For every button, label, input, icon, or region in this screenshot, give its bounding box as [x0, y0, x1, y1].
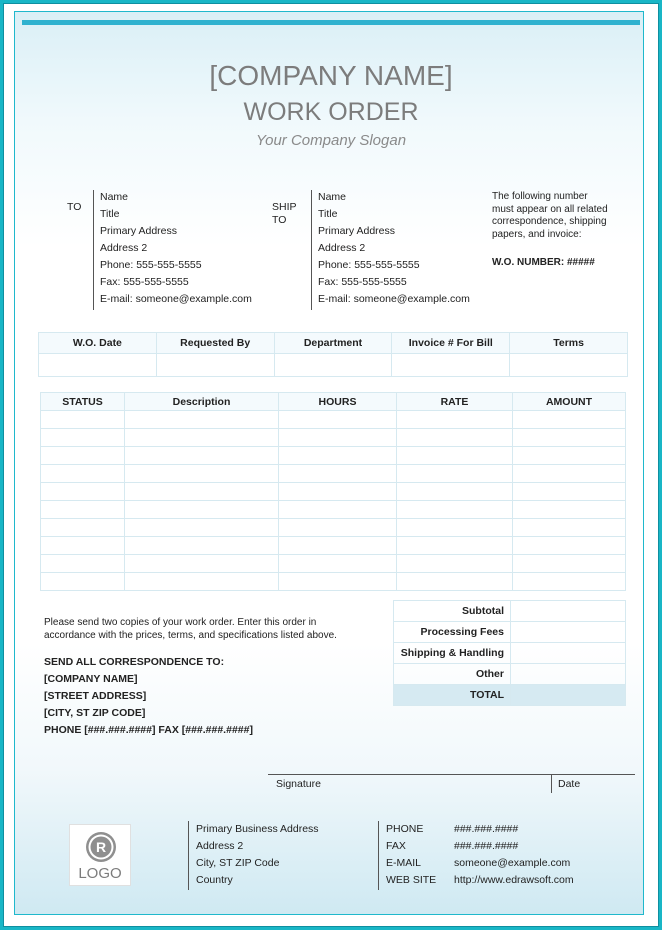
item-cell[interactable]: [41, 465, 125, 483]
subtotal-value[interactable]: [511, 601, 626, 622]
footer-address-2: Address 2: [196, 840, 244, 852]
item-cell[interactable]: [397, 465, 513, 483]
item-cell[interactable]: [279, 447, 397, 465]
signature-label: Signature: [276, 778, 321, 790]
item-cell[interactable]: [41, 537, 125, 555]
line-items-table: [40, 392, 626, 591]
item-cell[interactable]: [125, 573, 279, 591]
item-cell[interactable]: [41, 519, 125, 537]
item-cell[interactable]: [125, 447, 279, 465]
item-cell[interactable]: [397, 483, 513, 501]
accent-bar: [22, 20, 640, 25]
item-cell[interactable]: [513, 447, 626, 465]
item-cell[interactable]: [279, 465, 397, 483]
item-cell[interactable]: [513, 537, 626, 555]
table-row: [41, 519, 626, 537]
total-value[interactable]: [511, 685, 626, 706]
item-cell[interactable]: [279, 537, 397, 555]
notice-line: must appear on all related: [492, 203, 608, 215]
to-address-2: Address 2: [100, 242, 148, 254]
item-cell[interactable]: [125, 483, 279, 501]
to-label: TO: [67, 201, 82, 213]
footer-country: Country: [196, 874, 233, 886]
item-cell[interactable]: [397, 429, 513, 447]
table-row: [41, 411, 626, 429]
instructions-line-1: Please send two copies of your work order. Enter this order in: [44, 617, 317, 628]
item-cell[interactable]: [125, 519, 279, 537]
footer-email-value[interactable]: someone@example.com: [454, 857, 571, 869]
footer-contact-values: [454, 821, 574, 889]
processing-fees-value[interactable]: [511, 622, 626, 643]
item-cell[interactable]: [125, 429, 279, 447]
logo: [69, 824, 131, 886]
ship-phone: Phone: 555-555-5555: [318, 259, 420, 271]
to-address: [100, 189, 252, 308]
item-cell[interactable]: [513, 465, 626, 483]
item-cell[interactable]: [279, 573, 397, 591]
footer-phone-label: PHONE: [386, 823, 424, 835]
order-info-table: [38, 332, 628, 377]
item-cell[interactable]: [125, 537, 279, 555]
notice-line: correspondence, shipping: [492, 216, 607, 227]
header-invoice-number: Invoice # For Bill: [392, 333, 510, 354]
header-requested-by: Requested By: [156, 333, 274, 354]
footer-email-label: E-MAIL: [386, 857, 422, 869]
requested-by-cell[interactable]: [156, 354, 274, 377]
item-cell[interactable]: [41, 573, 125, 591]
totals-table: [393, 600, 626, 706]
item-cell[interactable]: [279, 483, 397, 501]
ship-address-2: Address 2: [318, 242, 366, 254]
processing-fees-label: Processing Fees: [394, 622, 511, 643]
logo-text: LOGO: [78, 865, 122, 882]
table-row: [41, 483, 626, 501]
correspondence-block: [44, 654, 253, 739]
wo-number: W.O. NUMBER: #####: [492, 257, 595, 268]
table-row: [41, 447, 626, 465]
header-amount: AMOUNT: [513, 393, 626, 411]
header-hours: HOURS: [279, 393, 397, 411]
ship-email: E-mail: someone@example.com: [318, 293, 470, 305]
document-title: WORK ORDER: [243, 98, 419, 126]
ship-address: [318, 189, 470, 308]
item-cell[interactable]: [397, 519, 513, 537]
svg-text:R: R: [95, 839, 107, 855]
footer-address: [196, 821, 319, 889]
item-cell[interactable]: [397, 411, 513, 429]
to-phone: Phone: 555-555-5555: [100, 259, 202, 271]
shipping-handling-label: Shipping & Handling: [394, 643, 511, 664]
correspondence-heading: SEND ALL CORRESPONDENCE TO:: [44, 656, 225, 668]
to-divider: [93, 190, 94, 310]
ship-fax: Fax: 555-555-5555: [318, 276, 407, 288]
wo-date-cell[interactable]: [39, 354, 157, 377]
item-cell[interactable]: [513, 573, 626, 591]
item-cell[interactable]: [397, 447, 513, 465]
footer-divider-1: [188, 821, 189, 890]
to-primary-address: Primary Address: [100, 225, 178, 237]
item-cell[interactable]: [513, 411, 626, 429]
footer-primary-address: Primary Business Address: [196, 823, 319, 835]
table-row: [41, 429, 626, 447]
table-row: [41, 501, 626, 519]
department-cell[interactable]: [274, 354, 392, 377]
notice-text: [492, 191, 632, 241]
table-row: [41, 465, 626, 483]
item-cell[interactable]: [279, 519, 397, 537]
item-cell[interactable]: [397, 537, 513, 555]
item-cell[interactable]: [279, 501, 397, 519]
header-description: Description: [125, 393, 279, 411]
item-cell[interactable]: [41, 411, 125, 429]
company-name: [COMPANY NAME]: [209, 60, 453, 91]
footer-phone-value: ###.###.####: [454, 823, 519, 835]
to-name: Name: [100, 191, 129, 203]
correspondence-street: [STREET ADDRESS]: [44, 690, 147, 702]
item-cell[interactable]: [513, 501, 626, 519]
instructions: [44, 617, 337, 642]
item-cell[interactable]: [513, 429, 626, 447]
item-cell[interactable]: [41, 555, 125, 573]
ship-name: Name: [318, 191, 347, 203]
date-label: Date: [558, 778, 581, 790]
subtotal-label: Subtotal: [394, 601, 511, 622]
item-cell[interactable]: [513, 483, 626, 501]
item-cell[interactable]: [513, 519, 626, 537]
footer-website-value[interactable]: http://www.edrawsoft.com: [454, 874, 574, 886]
item-cell[interactable]: [279, 411, 397, 429]
ship-label-1: SHIP: [272, 201, 297, 213]
footer-divider-2: [378, 821, 379, 890]
notice-line: The following number: [492, 191, 588, 202]
footer-fax-label: FAX: [386, 840, 406, 852]
item-cell[interactable]: [125, 411, 279, 429]
header-wo-date: W.O. Date: [39, 333, 157, 354]
company-slogan: Your Company Slogan: [255, 132, 407, 149]
shipping-handling-value[interactable]: [511, 643, 626, 664]
item-cell[interactable]: [125, 501, 279, 519]
ship-primary-address: Primary Address: [318, 225, 396, 237]
other-value[interactable]: [511, 664, 626, 685]
terms-cell[interactable]: [510, 354, 628, 377]
ship-label-2: TO: [272, 214, 287, 226]
item-cell[interactable]: [125, 555, 279, 573]
header-status: STATUS: [41, 393, 125, 411]
total-label: TOTAL: [394, 685, 511, 706]
notice-line: papers, and invoice:: [492, 228, 582, 240]
instructions-line-2: accordance with the prices, terms, and specifications listed above.: [44, 629, 337, 641]
header-department: Department: [274, 333, 392, 354]
correspondence-company: [COMPANY NAME]: [44, 673, 138, 685]
item-cell[interactable]: [279, 429, 397, 447]
correspondence-phone-fax: PHONE [###.###.####] FAX [###.###.####]: [44, 724, 253, 736]
item-cell[interactable]: [397, 573, 513, 591]
to-fax: Fax: 555-555-5555: [100, 276, 189, 288]
other-label: Other: [394, 664, 511, 685]
invoice-number-cell[interactable]: [392, 354, 510, 377]
table-row: [41, 555, 626, 573]
header-terms: Terms: [510, 333, 628, 354]
correspondence-city: [CITY, ST ZIP CODE]: [44, 707, 146, 719]
item-cell[interactable]: [397, 555, 513, 573]
header-rate: RATE: [397, 393, 513, 411]
footer-website-label: WEB SITE: [386, 874, 437, 886]
ship-title: Title: [318, 208, 338, 220]
ship-divider: [311, 190, 312, 310]
item-cell[interactable]: [41, 429, 125, 447]
to-email: E-mail: someone@example.com: [100, 293, 252, 305]
item-cell[interactable]: [397, 501, 513, 519]
to-title: Title: [100, 208, 120, 220]
item-cell[interactable]: [125, 465, 279, 483]
item-cell[interactable]: [513, 555, 626, 573]
item-cell[interactable]: [279, 555, 397, 573]
footer-fax-value: ###.###.####: [454, 840, 519, 852]
table-row: [41, 537, 626, 555]
item-cell[interactable]: [41, 501, 125, 519]
footer-city: City, ST ZIP Code: [196, 857, 280, 869]
footer-contact-labels: [386, 821, 436, 889]
table-row: [41, 573, 626, 591]
signature-line: [268, 774, 635, 775]
date-divider: [551, 774, 552, 793]
item-cell[interactable]: [41, 483, 125, 501]
item-cell[interactable]: [41, 447, 125, 465]
